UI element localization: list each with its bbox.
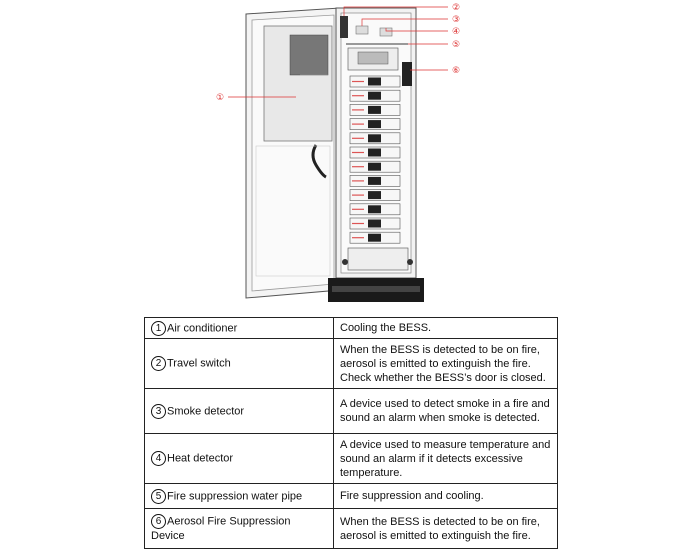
component-description: Cooling the BESS. [334, 318, 558, 339]
table-row [145, 389, 558, 434]
component-name: Aerosol Fire Suppression Device [151, 515, 291, 543]
component-name-cell [145, 509, 334, 549]
component-name-cell [145, 339, 334, 389]
component-name: Travel switch [167, 357, 231, 370]
component-name: Fire suppression water pipe [167, 490, 303, 502]
component-name-cell [145, 484, 334, 509]
callout-1: ① [216, 93, 225, 103]
battery-module-fan [368, 149, 381, 157]
component-description: A device used to detect smoke in a fire and sound an alarm when smoke is detected. [334, 389, 558, 434]
item-number-badge: 3 [151, 404, 166, 419]
component-description: A device used to measure temperature and sound an alarm if it detects excessive temperature. [334, 434, 558, 484]
item-number-badge: 6 [151, 514, 166, 529]
callout-6: ⑥ [452, 66, 461, 76]
component-description: Fire suppression and cooling. [334, 484, 558, 509]
table-row [145, 318, 558, 339]
table-row [145, 509, 558, 549]
battery-module-fan [368, 191, 381, 199]
callout-2: ② [452, 3, 461, 13]
battery-module-fan [368, 163, 381, 171]
component-description: When the BESS is detected to be on fire, aerosol is emitted to extinguish the fire. Check whether the BESS’s door is closed. [334, 339, 558, 389]
battery-module-fan [368, 234, 381, 242]
component-table [144, 317, 558, 549]
component-name: Smoke detector [167, 405, 245, 417]
cabinet-body [336, 8, 416, 278]
ac-grille [290, 35, 328, 75]
callout-5: ⑤ [452, 40, 461, 50]
callout-4: ④ [452, 27, 461, 37]
table-row [145, 339, 558, 389]
battery-module-fan [368, 220, 381, 228]
cabinet-door [246, 8, 340, 298]
smoke-detector [356, 26, 368, 34]
item-number-badge: 2 [151, 356, 166, 371]
component-name: Heat detector [167, 452, 234, 465]
battery-module-fan [368, 177, 381, 185]
battery-module-fan [368, 106, 381, 114]
item-number-badge: 4 [151, 451, 166, 466]
component-name: Air conditioner [167, 322, 238, 334]
table-row [145, 484, 558, 509]
travel-switch [340, 16, 348, 38]
battery-module-fan [368, 78, 381, 86]
battery-module-fan [368, 134, 381, 142]
aerosol-device [402, 62, 412, 86]
component-name-cell [145, 318, 334, 339]
component-name-cell [145, 434, 334, 484]
battery-module-fan [368, 92, 381, 100]
component-description: When the BESS is detected to be on fire, aerosol is emitted to extinguish the fire. [334, 509, 558, 549]
battery-module-fan [368, 120, 381, 128]
component-name-cell [145, 389, 334, 434]
item-number-badge: 5 [151, 489, 166, 504]
cabinet-base [328, 278, 424, 302]
callout-3: ③ [452, 15, 461, 25]
table-row [145, 434, 558, 484]
battery-module-fan [368, 205, 381, 213]
item-number-badge: 1 [151, 321, 166, 336]
